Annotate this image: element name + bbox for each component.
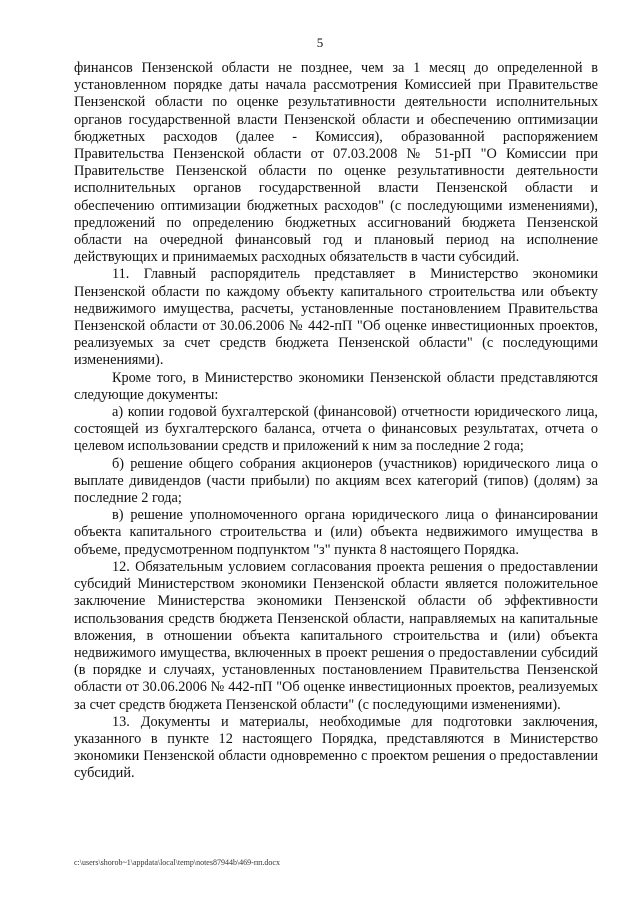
paragraph-subitem-a: а) копии годовой бухгалтерской (финансовой) отчетности юридического лица, состоящей из бухгалтерского баланса, отчета о финансовых результатах, отчета о целевом использовании средств и приложений к ним за последние 2 года; [74, 404, 598, 455]
document-body [74, 60, 598, 783]
paragraph-additional-docs: Кроме того, в Министерство экономики Пензенской области представляются следующие документы: [74, 369, 598, 403]
paragraph-item-13: 13. Документы и материалы, необходимые для подготовки заключения, указанного в пункте 12 настоящего Порядка, представляются в Министерство экономики Пензенской области одновременно с проектом решения о предоставлении субсидий. [74, 713, 598, 782]
paragraph-continuation: финансов Пензенской области не позднее, чем за 1 месяц до определенной в установленном порядке даты начала рассмотрения Комиссией при Правительстве Пензенской области по оценке результативности деятельности исполнительных органов государственной власти Пензенской области и обеспечению оптимизации бюджетных расходов (далее - Комиссия), образованной распоряжением Правительства Пензенской области от 07.03.2008 № 51-рП "О Комиссии при Правительстве Пензенской области по оценке результативности деятельности исполнительных органов государственной власти Пензенской области и обеспечению оптимизации бюджетных расходов" (с последующими изменениями), предложений по определению бюджетных ассигнований бюджета Пензенской области на очередной финансовый год и плановый период на исполнение действующих и принимаемых расходных обязательств в части субсидий. [74, 60, 598, 266]
paragraph-subitem-v: в) решение уполномоченного органа юридического лица о финансировании объекта капитального строительства и (или) объекта недвижимого имущества в объеме, предусмотренном подпунктом "з" пункта 8 настоящего Порядка. [74, 507, 598, 558]
paragraph-item-12: 12. Обязательным условием согласования проекта решения о предоставлении субсидий Министерством экономики Пензенской области является положительное заключение Министерства экономики Пензенской области об эффективности использования средств бюджета Пензенской области, направляемых на капитальные вложения, в отношении объекта капитального строительства и (или) объекта недвижимого имущества, включенных в проект решения о предоставлении субсидий (в порядке и случаях, установленных постановлением Правительства Пензенской области от 30.06.2006 № 442-пП "Об оценке инвестиционных проектов, реализуемых за счет средств бюджета Пензенской области" (с последующими изменениями). [74, 558, 598, 713]
file-path-footer: c:\users\shorob~1\appdata\local\temp\notes87944b\469-пп.docx [74, 858, 280, 867]
page-number: 5 [316, 35, 324, 50]
paragraph-subitem-b: б) решение общего собрания акционеров (участников) юридического лица о выплате дивидендов (части прибыли) по акциям всех категорий (типов) (долям) за последние 2 года; [74, 455, 598, 507]
paragraph-item-11: 11. Главный распорядитель представляет в Министерство экономики Пензенской области по каждому объекту капитального строительства или объекту недвижимого имущества, расчеты, установленные постановлением Правительства Пензенской области от 30.06.2006 № 442-пП "Об оценке инвестиционных проектов, реализуемых за счет средств бюджета Пензенской области" (с последующими изменениями). [74, 266, 598, 369]
